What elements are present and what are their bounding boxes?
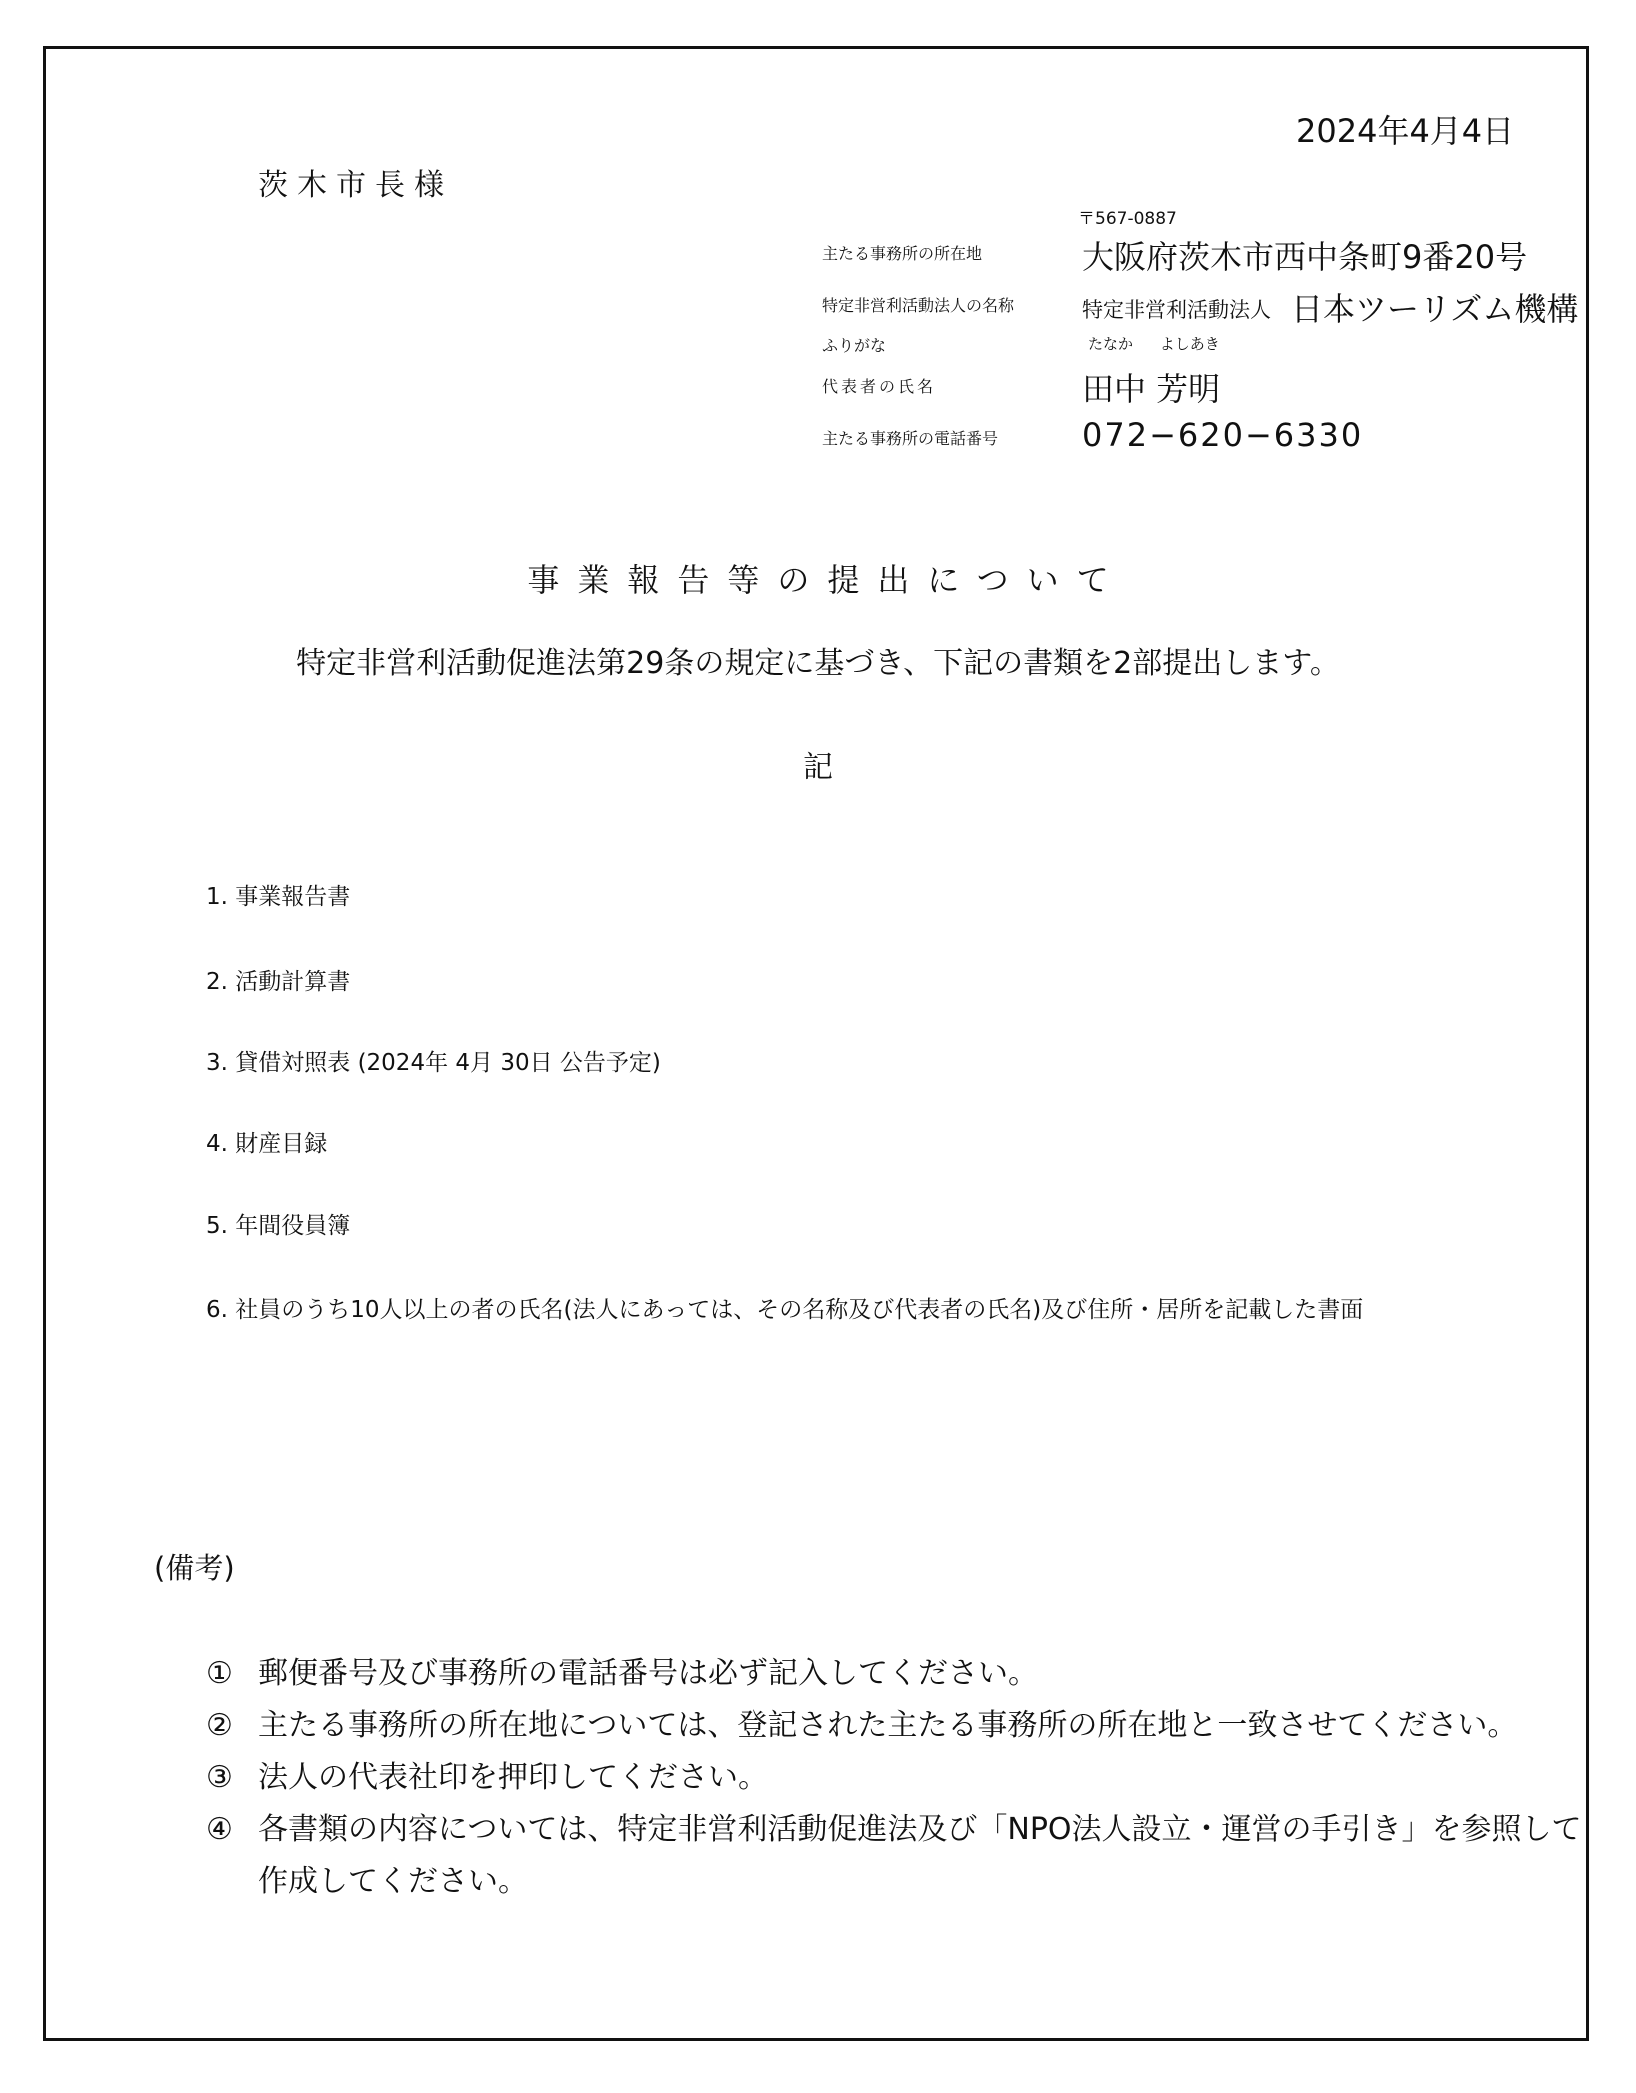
list-item: 1. 事業報告書 [206, 884, 351, 910]
document-title: 事業報告等の提出について [527, 561, 1127, 599]
furigana-label: ふりがな [822, 336, 887, 355]
org-name-prefix: 特定非営利活動法人 [1082, 298, 1271, 322]
note-number: ① [206, 1656, 233, 1691]
note-number: ④ [206, 1812, 233, 1847]
list-item: 4. 財産目録 [206, 1131, 328, 1157]
org-name-value [1082, 284, 1578, 330]
lead-sentence: 特定非営利活動促進法第29条の規定に基づき、下記の書類を2部提出します。 [296, 646, 1340, 681]
note-item [206, 1804, 1582, 1848]
list-item: 5. 年間役員簿 [206, 1213, 351, 1239]
note-number: ② [206, 1708, 233, 1743]
notes-heading: (備考) [154, 1551, 235, 1585]
org-name: 日本ツーリズム機構 [1291, 290, 1579, 328]
phone-label: 主たる事務所の電話番号 [822, 429, 999, 448]
note-text: 法人の代表社印を押印してください。 [258, 1760, 768, 1795]
note-item [206, 1700, 1517, 1744]
note-text: 各書類の内容については、特定非営利活動促進法及び「NPO法人設立・運営の手引き」を参照して [258, 1812, 1582, 1847]
list-item: 6. 社員のうち10人以上の者の氏名(法人にあっては、その名称及び代表者の氏名)及び住所・居所を記載した書面 [206, 1297, 1364, 1323]
address-label: 主たる事務所の所在地 [822, 244, 983, 263]
note-text: 主たる事務所の所在地については、登記された主たる事務所の所在地と一致させてください。 [258, 1708, 1518, 1743]
note-number: ③ [206, 1760, 233, 1795]
note-continuation: 作成してください。 [258, 1864, 528, 1899]
document-date: 2024年4月4日 [1296, 112, 1515, 150]
postal-code: 〒567-0887 [1078, 209, 1177, 229]
representative-label: 代表者の氏名 [822, 377, 937, 396]
note-item [206, 1648, 1038, 1692]
list-item: 3. 貸借対照表 (2024年 4月 30日 公告予定) [206, 1050, 661, 1076]
addressee: 茨木市長様 [258, 168, 453, 203]
list-item: 2. 活動計算書 [206, 969, 351, 995]
note-text: 郵便番号及び事務所の電話番号は必ず記入してください。 [258, 1656, 1038, 1691]
address-value: 大阪府茨木市西中条町9番20号 [1082, 238, 1528, 276]
representative-value: 田中 芳明 [1082, 370, 1221, 408]
org-name-label: 特定非営利活動法人の名称 [822, 296, 1015, 315]
ki-heading: 記 [803, 750, 833, 785]
phone-value: 072−620−6330 [1082, 416, 1364, 454]
note-item [206, 1752, 768, 1796]
furigana-value: たなか よしあき [1088, 335, 1220, 353]
